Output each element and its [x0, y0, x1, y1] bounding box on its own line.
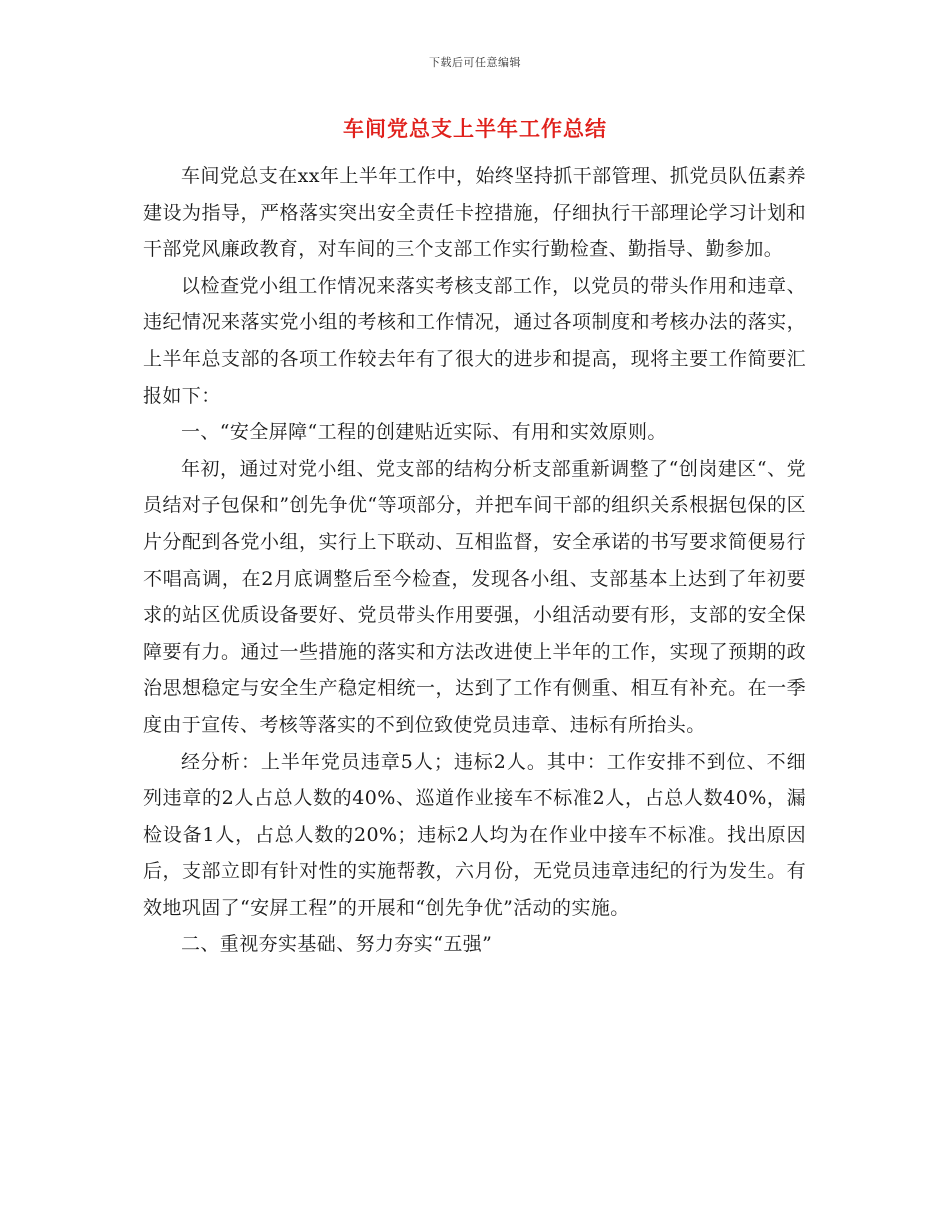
document-body [143, 158, 806, 963]
paragraph-4: 经分析：上半年党员违章5人；违标2人。其中：工作安排不到位、不细列违章的2人占总人数的40%、巡道作业接车不标准2人，占总人数40%，漏检设备1人，占总人数的20%；违标2人均为在作业中接车不标准。找出原因后，支部立即有针对性的实施帮教，六月份，无党员违章违纪的行为发生。有效地巩固了“安屏工程”的开展和“创先争优”活动的实施。 [143, 750, 806, 919]
header-note: 下载后可任意编辑 [429, 56, 521, 69]
paragraph-3: 年初，通过对党小组、党支部的结构分析支部重新调整了“创岗建区“、党员结对子包保和”创先争优“等项部分，并把车间干部的组织关系根据包保的区片分配到各党小组，实行上下联动、互相监督，安全承诺的书写要求简便易行不唱高调，在2月底调整后至今检查，发现各小组、支部基本上达到了年初要求的站区优质设备要好、党员带头作用要强，小组活动要有形，支部的安全保障要有力。通过一些措施的落实和方法改进使上半年的工作，实现了预期的政治思想稳定与安全生产稳定相统一，达到了工作有侧重、相互有补充。在一季度由于宣传、考核等落实的不到位致使党员违章、违标有所抬头。 [143, 457, 806, 736]
paragraph-1: 车间党总支在xx年上半年工作中，始终坚持抓干部管理、抓党员队伍素养建设为指导，严格落实突出安全责任卡控措施，仔细执行干部理论学习计划和干部党风廉政教育，对车间的三个支部工作实行勤检查、勤指导、勤参加。 [143, 165, 806, 261]
section-heading-1: 一、“安全屏障“工程的创建贴近实际、有用和实效原则。 [181, 421, 667, 444]
document-title: 车间党总支上半年工作总结 [343, 117, 607, 141]
section-heading-2: 二、重视夯实基础、努力夯实“五强” [181, 933, 493, 956]
paragraph-2: 以检查党小组工作情况来落实考核支部工作，以党员的带头作用和违章、违纪情况来落实党小组的考核和工作情况，通过各项制度和考核办法的落实，上半年总支部的各项工作较去年有了很大的进步和提高，现将主要工作简要汇报如下： [143, 274, 806, 407]
